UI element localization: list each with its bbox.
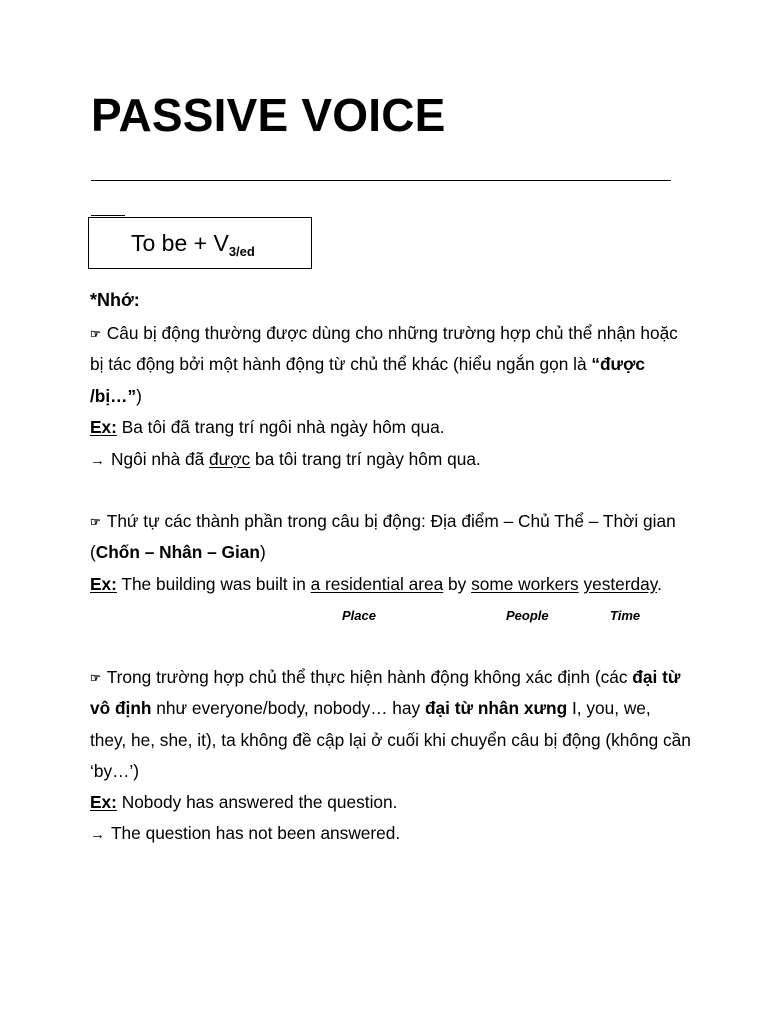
label-people: People [506,608,549,623]
ex-label: Ex: [90,792,117,812]
ex-label: Ex: [90,417,117,437]
section1-text1: Câu bị động thường được dùng cho những trường hợp chủ thể nhận hoặc [106,323,678,343]
section1-res-b: ba tôi trang trí ngày hôm qua. [250,449,481,469]
note-heading: *Nhớ: [90,290,140,310]
section3-result [90,825,400,842]
ex-label: Ex: [90,574,117,594]
formula-box [88,217,312,269]
section2-example [90,576,662,593]
section3-example [90,794,397,811]
section1-res-a: Ngôi nhà đã [111,449,210,469]
example-place: a residential area [310,574,444,594]
example-time: yesterday [583,574,658,594]
section2-ex-b: by [443,574,472,594]
section2-line1 [90,513,676,530]
section3-text1b: đại từ [632,667,681,687]
section1-line3 [90,388,142,405]
formula-main: To be + V [131,230,229,256]
section2-text1: Thứ tự các thành phần trong câu bị động: Địa điểm – Chủ Thể – Thời gian [106,511,676,531]
section3-line1 [90,669,680,686]
formula-subscript: 3/ed [228,244,255,259]
section3-res: The question has not been answered. [111,823,401,843]
section1-line1 [90,325,678,342]
arrow-icon: → [90,826,105,843]
section3-line4: ‘by…’) [90,761,139,781]
page-title: PASSIVE VOICE [91,89,446,141]
section1-result [90,451,481,468]
hand-icon: ☞ [90,671,101,685]
section1-example [90,419,445,436]
section3-text1a: Trong trường hợp chủ thể thực hiện hành động không xác định (các [106,667,633,687]
arrow-icon: → [90,452,105,469]
section1-text2b: “được [591,354,645,374]
title-underline [91,180,671,181]
section3-text2d: I, you, we, [567,698,651,718]
hand-icon: ☞ [90,515,101,529]
hand-icon: ☞ [90,327,101,341]
section3-ex-text: Nobody has answered the question. [116,792,398,812]
section2-text2a: ( [90,542,96,562]
section3-text2b: như everyone/body, nobody… hay [151,698,425,718]
section1-text3a: /bị…” [90,386,137,406]
section1-line2 [90,356,645,373]
section3-line2 [90,700,651,717]
label-place: Place [342,608,376,623]
section3-line3: they, he, she, it), ta không đề cập lại ở cuối khi chuyển câu bị động (không cần [90,730,691,750]
title-underline-tail [91,215,125,216]
example-people: some workers [471,574,579,594]
section2-line2 [90,544,266,561]
label-time: Time [610,608,641,623]
section2-ex-a: The building was built in [116,574,311,594]
section2-text2b: Chốn – Nhân – Gian [95,542,260,562]
section3-text2c: đại từ nhân xưng [424,698,568,718]
section1-res-u: được [209,449,251,469]
section2-text2c: ) [259,542,266,562]
section1-ex-text: Ba tôi đã trang trí ngôi nhà ngày hôm qua. [116,417,445,437]
section3-text2a: vô định [90,698,152,718]
section1-text3b: ) [136,386,142,406]
section1-text2a: bị tác động bởi một hành động từ chủ thể khác (hiểu ngắn gọn là [90,354,592,374]
section2-ex-d: . [657,574,662,594]
formula [131,230,255,259]
